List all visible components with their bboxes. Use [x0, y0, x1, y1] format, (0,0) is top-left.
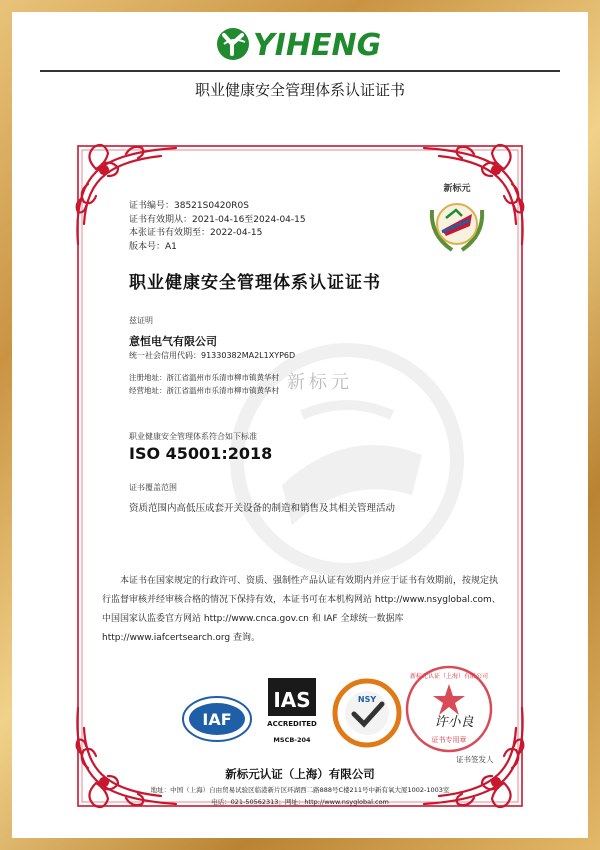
iaf-text: IAF — [202, 710, 232, 729]
top-seal-label: 新标元 — [443, 184, 471, 194]
issuer-contact: 电话：021-50562313；网址：http://www.nsyglobal.com — [211, 798, 389, 806]
business-address: 经营地址：浙江省温州市乐清市柳市镇黄华村 — [129, 386, 279, 395]
scope-text: 资质范围内高低压成套开关设备的制造和销售及其相关管理活动 — [129, 503, 396, 514]
certificate-page — [12, 12, 588, 838]
unified-credit-code: 统一社会信用代码：91330382MA2L1XYP6D — [129, 351, 296, 360]
watermark-text: 新标元 — [287, 372, 353, 393]
signature: 许小良 — [434, 715, 474, 730]
issuer-name: 新标元认证（上海）有限公司 — [225, 767, 375, 781]
company-seal-icon — [402, 662, 497, 757]
certificate-title: 职业健康安全管理体系认证证书 — [129, 273, 381, 293]
nsy-text: NSY — [357, 695, 377, 704]
brand-logo-icon — [215, 22, 385, 66]
issuer-signature-label: 证书签发人 — [456, 755, 494, 764]
seal-ring-text: 新标元认证（上海）有限公司 — [409, 673, 489, 680]
standard-code: ISO 45001:2018 — [129, 444, 273, 463]
certificate-notice: 本证书在国家规定的行政许可、资质、强制性产品认证有效期内并应于证书有效期前，按规定执行监督审核并经审核合格的情况下保持有效，本证书可在本机构网站 http://www.nsyglobal.com、中国国家认监委官方网站 http://www.cnca.gov.cn 和 IAF 全球统一数据库 http://www.iafcertsearch.org 查询。 — [102, 576, 501, 643]
cert-version: 版本号：A1 — [129, 241, 177, 252]
certify-label: 兹证明 — [129, 316, 153, 325]
certificate-body — [72, 140, 528, 812]
nsy-emblem-icon — [422, 180, 492, 258]
accreditation-logos — [72, 666, 528, 764]
scope-label: 证书覆盖范围 — [129, 483, 177, 492]
brand-name: YIHENG — [253, 28, 382, 63]
cert-validity: 证书有效期从：2021-04-16至2024-04-15 — [129, 214, 306, 225]
ias-accredited: ACCREDITED — [267, 720, 317, 728]
registered-address: 注册地址：浙江省温州市乐清市柳市镇黄华村 — [129, 373, 279, 382]
ias-text: IAS — [273, 688, 311, 712]
ias-code: MSCB-204 — [273, 736, 311, 744]
brand-logo — [12, 22, 588, 70]
ias-logo-icon — [262, 676, 322, 748]
cert-number: 证书编号：38521S0420R0S — [129, 201, 249, 211]
conform-label: 职业健康安全管理体系符合如下标准 — [129, 432, 257, 441]
company-name: 意恒电气有限公司 — [129, 335, 217, 348]
certificate-meta — [129, 200, 306, 254]
issuer-address: 地址：中国（上海）自由贸易试验区临港新片区环湖西二路888号C楼211号中新有氧大厦1002-1003室 — [150, 786, 450, 794]
nsy-global-logo-icon — [332, 678, 402, 748]
seal-sub-text: 证书专用章 — [431, 736, 467, 744]
cert-expiry: 本张证书有效期至：2022-04-15 — [129, 228, 263, 238]
iaf-logo-icon — [182, 696, 252, 742]
brand-divider — [40, 70, 560, 72]
page-subtitle: 职业健康安全管理体系认证证书 — [194, 81, 405, 99]
